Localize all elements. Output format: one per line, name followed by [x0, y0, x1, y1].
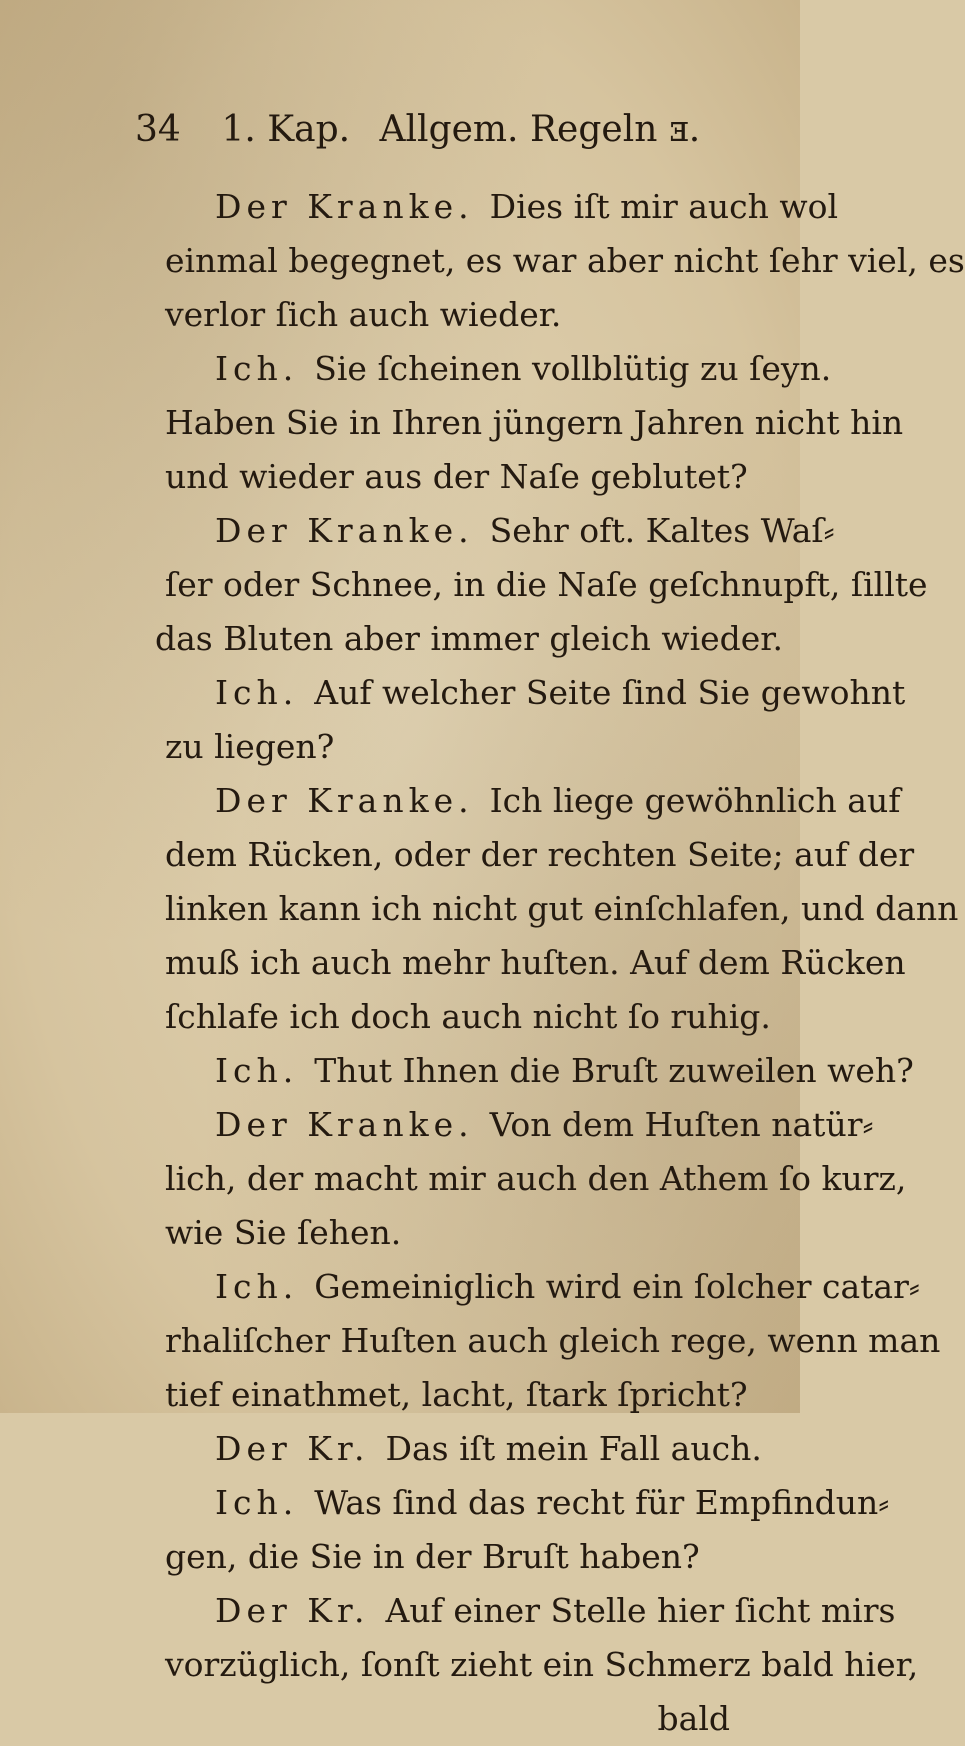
line-text: Thut Ihnen die Bruſt zuweilen weh? — [314, 1051, 914, 1090]
text-line: gen, die Sie in der Bruſt haben? — [165, 1537, 700, 1576]
text-line: rhaliſcher Huſten auch gleich rege, wenn man — [165, 1321, 941, 1360]
line-text: Was ſind das recht für Empfindun⸗ — [314, 1483, 890, 1522]
speaker-label: Ich. — [215, 1267, 299, 1306]
page-number: 34 — [135, 109, 181, 150]
text-line: tief einathmet, lacht, ſtark ſpricht? — [165, 1375, 748, 1414]
text-line — [165, 1098, 874, 1152]
text-line: ſchlafe ich doch auch nicht ſo ruhig. — [165, 997, 771, 1036]
text-line: wie Sie ſehen. — [165, 1213, 402, 1252]
line-text: Sehr oft. Kaltes Waſ⸗ — [489, 511, 835, 550]
line-text: Ich liege gewöhnlich auf — [489, 781, 901, 820]
text-line: ſer oder Schnee, in die Naſe geſchnupft, ſillte — [165, 565, 928, 604]
text-line — [165, 666, 906, 720]
text-line: und wieder aus der Naſe geblutet? — [165, 457, 748, 496]
text-line: zu liegen? — [165, 727, 335, 766]
text-line — [165, 180, 839, 234]
speaker-label: Der Kranke. — [215, 1105, 474, 1144]
text-line: lich, der macht mir auch den Athem ſo kurz, — [165, 1159, 907, 1198]
text-line — [165, 1476, 890, 1530]
line-text: Gemeiniglich wird ein ſolcher catar⸗ — [314, 1267, 920, 1306]
chapter-label: 1. Kap. — [221, 109, 351, 150]
line-text: Auf welcher Seite ſind Sie gewohnt — [314, 673, 906, 712]
line-text: Auf einer Stelle hier ſicht mirs — [385, 1591, 896, 1630]
running-title: Allgem. Regeln ⱻ. — [379, 109, 701, 150]
text-line — [165, 1422, 765, 1476]
text-line — [165, 504, 835, 558]
text-line: dem Rücken, oder der rechten Seite; auf der — [165, 835, 915, 874]
text-line: vorzüglich, ſonſt zieht ein Schmerz bald hier, — [165, 1645, 919, 1684]
speaker-label: Ich. — [215, 673, 299, 712]
speaker-label: Der Kranke. — [215, 781, 474, 820]
text-line — [165, 1584, 896, 1638]
line-text: Das iſt mein Fall auch. — [385, 1429, 762, 1468]
text-line: muß ich auch mehr huſten. Auf dem Rücken — [165, 943, 906, 982]
text-line — [165, 1260, 920, 1314]
speaker-label: Der Kranke. — [215, 511, 474, 550]
catchword: bald — [657, 1699, 730, 1738]
text-line: das Bluten aber immer gleich wieder. — [155, 619, 783, 658]
line-text: Von dem Huſten natür⸗ — [489, 1105, 874, 1144]
speaker-label: Ich. — [215, 349, 299, 388]
text-line — [165, 774, 901, 828]
text-line — [165, 342, 832, 396]
speaker-label: Der Kr. — [215, 1591, 370, 1630]
speaker-label: Ich. — [215, 1483, 299, 1522]
text-line: Haben Sie in Ihren jüngern Jahren nicht hin — [165, 403, 904, 442]
page-body — [155, 180, 965, 1746]
speaker-label: Der Kr. — [215, 1429, 370, 1468]
line-text: Sie ſcheinen vollblütig zu ſeyn. — [314, 349, 832, 388]
text-line: verlor ſich auch wieder. — [165, 295, 562, 334]
speaker-label: Der Kranke. — [215, 187, 474, 226]
text-line: linken kann ich nicht gut einſchlafen, und dann — [165, 889, 959, 928]
running-header — [135, 100, 735, 160]
text-line — [165, 1044, 914, 1098]
text-line: einmal begegnet, es war aber nicht ſehr viel, es — [165, 241, 965, 280]
speaker-label: Ich. — [215, 1051, 299, 1090]
line-text: Dies iſt mir auch wol — [489, 187, 839, 226]
